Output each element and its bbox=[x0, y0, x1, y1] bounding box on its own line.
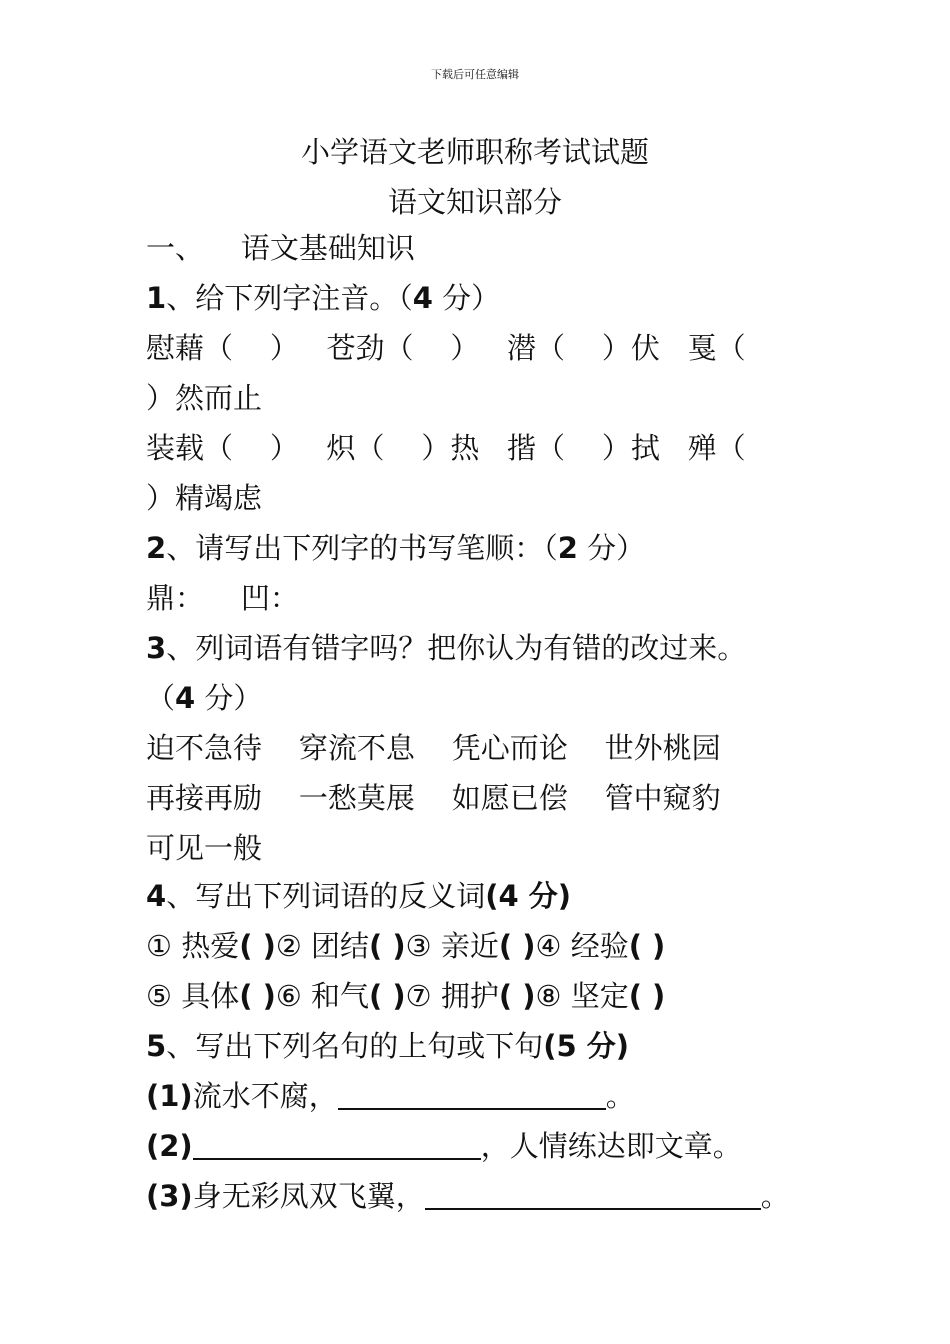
item-label: (3) bbox=[146, 1179, 193, 1213]
question-3 bbox=[146, 628, 746, 668]
question-points: 4 bbox=[175, 681, 196, 715]
question-points-unit: 分) bbox=[518, 879, 571, 913]
question-points: 4 bbox=[412, 281, 433, 315]
antonym-word: ① 热爱 bbox=[146, 929, 240, 963]
question-points: 2 bbox=[557, 531, 578, 565]
q1-line-3: 装载（ ） 炽（ ）热 揩（ ）拭 殚（ bbox=[146, 431, 746, 465]
question-points: (5 bbox=[543, 1029, 577, 1063]
question-points-unit: 分） bbox=[432, 281, 501, 315]
question-number: 5 bbox=[146, 1029, 167, 1063]
question-4 bbox=[146, 876, 571, 916]
question-text: 、写出下列名句的上句或下句 bbox=[166, 1029, 544, 1063]
question-number: 3 bbox=[146, 631, 167, 665]
page-subtitle: 语文知识部分 bbox=[387, 185, 562, 219]
q5-item-2 bbox=[146, 1126, 742, 1166]
question-points: (4 bbox=[485, 879, 519, 913]
answer-paren: ( ) bbox=[498, 979, 536, 1013]
answer-paren: ( ) bbox=[628, 979, 666, 1013]
q3-line-1: 迫不急待 穿流不息 凭心而论 世外桃园 bbox=[146, 731, 721, 765]
question-text: 、给下列字注音。（ bbox=[166, 281, 413, 315]
question-text: 、列词语有错字吗？把你认为有错的改过来。 bbox=[166, 631, 747, 665]
question-number: 1 bbox=[146, 281, 167, 315]
antonym-word: ⑥ 和气 bbox=[275, 979, 370, 1013]
answer-paren: ( ) bbox=[239, 929, 276, 963]
antonym-word: ⑧ 坚定 bbox=[535, 979, 629, 1013]
answer-blank[interactable] bbox=[425, 1178, 761, 1210]
points-open: （ bbox=[146, 681, 176, 715]
antonym-word: ④ 经验 bbox=[535, 929, 629, 963]
antonym-word: ③ 亲近 bbox=[405, 929, 499, 963]
item-text: 流水不腐， bbox=[192, 1079, 338, 1113]
q5-item-1 bbox=[146, 1076, 635, 1116]
q4-line-1 bbox=[146, 926, 665, 966]
question-5 bbox=[146, 1026, 629, 1066]
item-label: (1) bbox=[146, 1079, 193, 1113]
answer-paren: ( ) bbox=[369, 979, 406, 1013]
item-text: 身无彩凤双飞翼， bbox=[192, 1179, 425, 1213]
question-3-points bbox=[146, 678, 262, 718]
page-title: 小学语文老师职称考试试题 bbox=[300, 135, 649, 169]
q5-item-3 bbox=[146, 1176, 790, 1216]
question-text: 、写出下列词语的反义词 bbox=[166, 879, 486, 913]
antonym-word: ⑤ 具体 bbox=[146, 979, 240, 1013]
q2-line-1: 鼎： 凹： bbox=[146, 581, 299, 615]
antonym-word: ② 团结 bbox=[275, 929, 370, 963]
item-label: (2) bbox=[146, 1129, 193, 1163]
q3-line-2: 再接再励 一愁莫展 如愿已偿 管中窥豹 bbox=[146, 781, 721, 815]
q3-line-3: 可见一般 bbox=[146, 831, 263, 865]
answer-blank[interactable] bbox=[193, 1128, 481, 1160]
q1-line-1: 慰藉（ ） 苍劲（ ） 潜（ ）伏 戛（ bbox=[146, 331, 746, 365]
answer-blank[interactable] bbox=[338, 1078, 606, 1110]
question-1 bbox=[146, 278, 500, 318]
answer-paren: ( ) bbox=[498, 929, 536, 963]
question-number: 2 bbox=[146, 531, 167, 565]
answer-paren: ( ) bbox=[239, 979, 276, 1013]
item-end: 。 bbox=[605, 1079, 635, 1113]
item-end: 。 bbox=[760, 1179, 790, 1213]
q1-line-4: ）精竭虑 bbox=[146, 481, 263, 515]
question-text: 、请写出下列字的书写笔顺：（ bbox=[166, 531, 558, 565]
answer-paren: ( ) bbox=[628, 929, 666, 963]
question-points-unit: 分） bbox=[577, 531, 646, 565]
question-2 bbox=[146, 528, 645, 568]
q1-line-2: ）然而止 bbox=[146, 381, 263, 415]
q4-line-2 bbox=[146, 976, 665, 1016]
section-heading: 一、 语文基础知识 bbox=[146, 231, 415, 265]
header-note: 下载后可任意编辑 bbox=[431, 68, 519, 81]
question-number: 4 bbox=[146, 879, 167, 913]
question-points-unit: 分） bbox=[195, 681, 263, 715]
answer-paren: ( ) bbox=[369, 929, 406, 963]
antonym-word: ⑦ 拥护 bbox=[405, 979, 499, 1013]
question-points-unit: 分) bbox=[576, 1029, 629, 1063]
item-text: ，人情练达即文章。 bbox=[480, 1129, 742, 1163]
